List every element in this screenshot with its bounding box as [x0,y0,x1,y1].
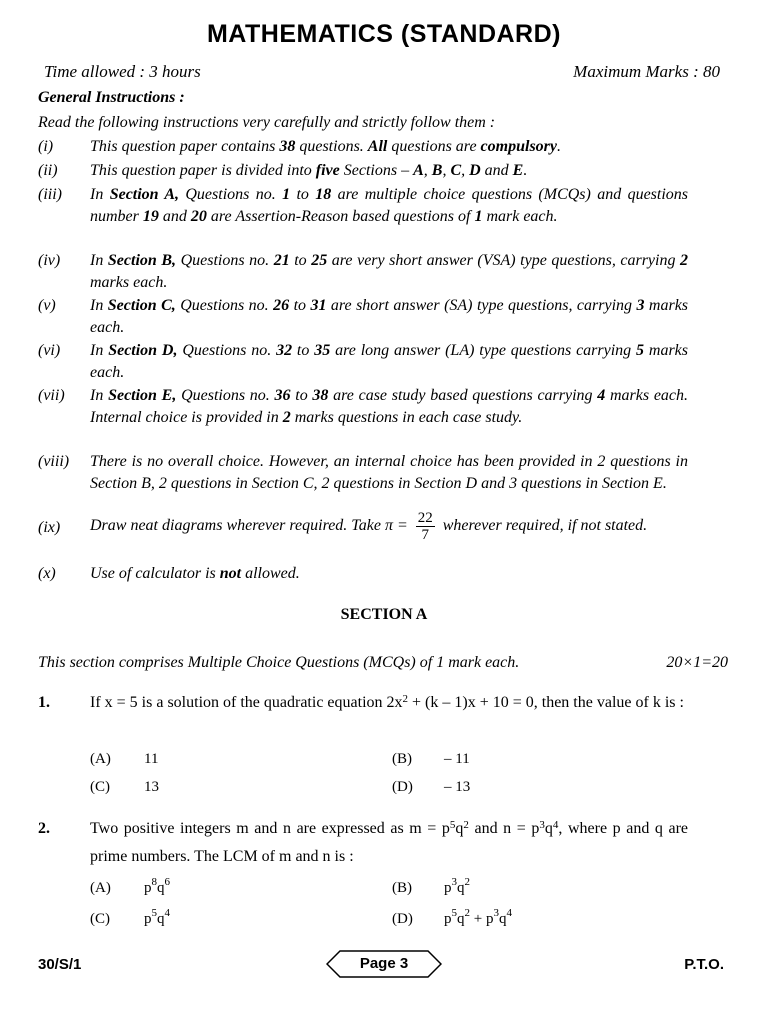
option-label: (B) [392,880,412,896]
option-value: $p^8q^6$ [144,876,170,896]
instruction-text: There is no overall choice. However, an internal choice has been provided in 2 questions in Section B, 2 questions in Section C, 2 questions in Section D and 3 questions in Section E. [90,453,688,492]
instruction-text: In Section D, Questions no. 32 to 35 are long answer (LA) type questions carrying 5 marks each. [90,342,689,381]
question-number: 2. [38,820,50,837]
paper-title: MATHEMATICS (STANDARD) [206,20,561,48]
instruction-number: (ii) [38,162,58,179]
section-description: This section comprises Multiple Choice Questions (MCQs) of 1 mark each. [38,654,520,671]
option-value: $p^5q^2 + p^3q^4$ [444,907,512,927]
instruction-number: (i) [38,138,54,155]
option-value: $p^3q^2$ [444,876,470,896]
instruction-text: In Section E, Questions no. 36 to 38 are case study based questions carrying 4 marks each. Internal choice is provided in 2 marks questions in each case study. [90,387,689,426]
instruction-text: In Section B, Questions no. 21 to 25 are very short answer (VSA) type questions, carrying 2 marks each. [90,252,689,291]
instruction-text: This question paper is divided into five Sections – A, B, C, D and E. [90,162,528,179]
question-number: 1. [38,694,50,711]
general-instructions-heading: General Instructions : [38,89,185,106]
option-value: 11 [144,751,159,767]
time-allowed: Time allowed : 3 hours [44,62,201,81]
instruction-number: (v) [38,297,56,314]
option-value: – 13 [444,779,471,795]
instruction-number: (x) [38,565,56,582]
instruction-item [38,563,688,585]
instruction-item [38,250,688,293]
instruction-text: In Section A, Questions no. 1 to 18 are multiple choice questions (MCQs) and questions number 19 and 20 are Assertion-Reason based questions of 1 mark each. [90,186,689,225]
paper-code: 30/S/1 [38,956,82,973]
instruction-number: (iii) [38,186,62,203]
instruction-number: (iv) [38,252,61,269]
instruction-number: (vii) [38,387,65,404]
instruction-item [38,385,688,428]
option-label: (A) [90,751,111,767]
instruction-item [38,160,688,182]
instruction-item [38,295,688,338]
option-value: $p^5q^4$ [144,907,170,927]
option-label: (B) [392,751,412,767]
section-title: SECTION A [340,606,428,623]
section-marks: 20×1=20 [666,654,728,671]
question-text: Two positive integers m and n are expressed as $m = p^5q^2$ and $n = p^3q^4$, where p and q are prime numbers. The LCM of m and n is : [90,819,689,865]
question-1 [38,689,688,717]
option-label: (D) [392,911,413,927]
instruction-number: (viii) [38,453,70,470]
maximum-marks: Maximum Marks : 80 [573,62,720,81]
option-label: (A) [90,880,111,896]
option-value: – 11 [444,751,470,767]
instruction-text: Draw neat diagrams wherever required. Take π = $\frac{22}{7}$ wherever required, if not stated. [90,510,648,543]
question-text: If x = 5 is a solution of the quadratic equation $2x^2 + (k - 1)x + 10 = 0$, then the value of k is : [90,693,684,711]
instruction-item [38,136,688,158]
option-label: (C) [90,779,110,795]
page-number-box [326,950,442,978]
option-label: (D) [392,779,413,795]
question-2 [38,815,688,871]
instruction-item [38,340,688,383]
option-label: (C) [90,911,110,927]
instruction-number: (vi) [38,342,61,359]
instruction-text: Use of calculator is not allowed. [90,565,300,582]
page-number: Page 3 [359,955,409,972]
general-instructions-intro: Read the following instructions very carefully and strictly follow them : [38,114,496,131]
option-value: 13 [144,779,159,795]
instruction-number: (ix) [38,519,61,536]
instruction-item [38,451,688,494]
instruction-text: This question paper contains 38 questions. All questions are compulsory. [90,138,561,155]
instruction-item [38,184,688,227]
instruction-text: In Section C, Questions no. 26 to 31 are short answer (SA) type questions, carrying 3 marks each. [90,297,689,336]
instruction-item [38,510,688,543]
please-turn-over: P.T.O. [684,956,724,973]
